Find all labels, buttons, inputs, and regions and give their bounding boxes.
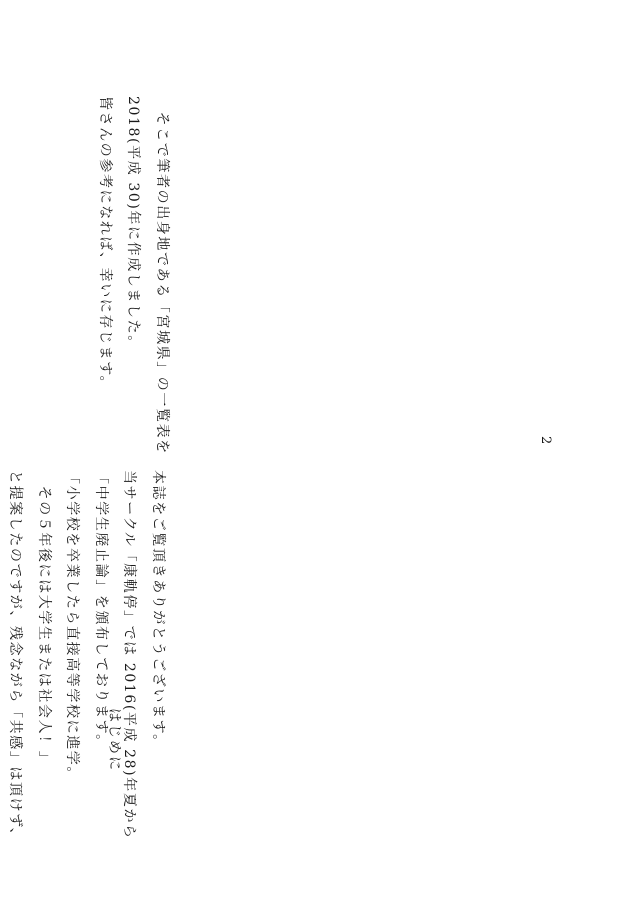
continuation-text-block bbox=[91, 96, 177, 455]
text-line: と提案したのですが、残念ながら「共感」は頂けず、 bbox=[7, 470, 24, 844]
text-line: 皆さんの参考になれば、幸いに存じます。 bbox=[97, 96, 113, 392]
intro-text-block bbox=[0, 470, 172, 876]
text-line: その５年後には大学生または社会人！」 bbox=[36, 470, 52, 767]
text-line: 当サークル「康軌停」では 2016(平成 28)年夏から bbox=[121, 470, 138, 840]
text-line: 2018(平成 30)年に作成しました。 bbox=[125, 96, 142, 351]
text-line: 「中学生廃止論」を頒布しております。 bbox=[93, 470, 109, 750]
text-line: 本誌をご覧頂きありがとうございます。 bbox=[150, 470, 166, 750]
page-number: 2 bbox=[538, 436, 553, 445]
page-heading: はじめに bbox=[106, 708, 122, 772]
text-line: 「小学校を卒業したら直接高等学校に進学。 bbox=[64, 470, 81, 782]
text-line: そこで筆者の出身地である「宮城県」の一覧表を bbox=[154, 96, 170, 455]
